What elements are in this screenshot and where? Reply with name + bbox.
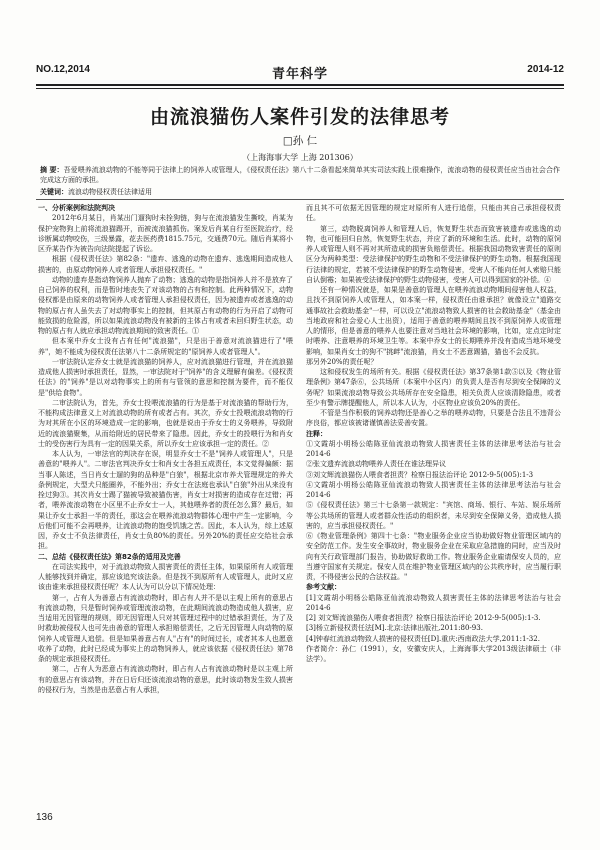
paragraph: 二审法院认为，首先，乔女士投喂流浪猫的行为是基于对流浪猫的帮助行为，不能构成法律意义上对流浪动物的所有或者占有。其次，乔女士投喂流浪动物的行为对其所在小区的环境造成一定的影响，也就是说由于乔女士的义务喂养，导致附近的流浪猫聚集，从而给附近的居民带来了隐患。因此，乔女士的投喂行为和肖女士的受伤害行为具有一定的因果关系，所以乔女士应该承担一定的责任。② — [38, 398, 293, 448]
note: ②张文遗弃流浪动物喂养人责任在谁法理异议 — [306, 460, 446, 469]
paragraph: 这和侵权发生的场所有关。根据《侵权责任法》第37条第1款⑤以及《物业管理条例》第47条⑥，公共场所（本案中小区内）的负责人是否有尽到安全保障的义务呢？如果流浪动物导致公共场所存在安全隐患，相关负责人应该清除隐患，或者至少有警示牌提醒他人，所以本人认为，小区物业应该负20%的责任。 — [306, 368, 561, 407]
note: [3]杨立新侵权责任法[M].北京:法律出版社,2011:80-93. — [306, 624, 483, 633]
abstract — [40, 165, 560, 185]
header-rule-thin — [36, 88, 564, 89]
paragraph: 第一，占有人为善意占有流浪动物时，即占有人并不是以主观上所有的意思占有流浪动物，只是暂时饲养或管理流浪动物，在此期间流浪动物造成他人损害，应当适用无因管理的规则，即无因管理人只对其管理过程中的过错承担责任，为了及时救助被侵权人也可先由善意的管理人承担赔偿责任，之后无因管理人向动物的原饲养人或管理人追偿。但是如果善意占有人"占有"的时间过长，或者其本人也愿意收养了动物，此时已经成为事实上的动物饲养人，就应该依据《侵权责任法》第78条的规定承担侵权责任。 — [38, 593, 293, 663]
note: [1]文霞胡小明杨公皓陈亚仙流浪动物致人损害责任主体的法律思考法治与社会2014-6 — [306, 593, 561, 612]
note: ③刘文辉流浪猫伤人喂食者担责？检察日报法治评论 2012-9-5(005):1-3 — [306, 470, 534, 479]
running-header — [36, 64, 564, 82]
subheading: 那另外20%的责任呢？ — [306, 357, 378, 366]
paragraph: 根据《侵权责任法》第82条："遗弃、逃逸的动物在遗弃、逃逸期间造成他人损害的，由原动物饲养人或者管理人承担侵权责任。" — [38, 255, 293, 274]
affiliation: （上海海事大学 上海 201306） — [242, 153, 358, 162]
abstract-text: 吾爱喂养流浪动物的不能等同于法律上的饲养人或管理人，《侵权责任法》第八十二条看起来简单其实司法实践上很难操作，流浪动物的侵权责任应当由社会合作完成这方面的承担。 — [40, 166, 561, 184]
paragraph: 动物的遗弃是指动物饲养人抛弃了动物；逃逸的动物是指饲养人并不是放弃了自己饲养的权利，而是暂时地丧失了对该动物的占有和控制。此两种情况下，动物侵权都是由原来的动物饲养人或者管理人承担侵权责任，因为被遗弃或者逃逸的动物的原占有人虽失去了对动物事实上的控制，但其原占有动物的行为开启了动物可能致损的危险源，所以如果流浪动物没有被新的主体占有或者未回归野生状态，动物的原占有人就应承担动物流浪期间的致害责任。① — [38, 275, 293, 335]
page-number: 136 — [36, 812, 53, 823]
notes-heading: 注释： — [306, 429, 327, 438]
article-title: 由流浪猫伤人案件引发的法律思考 — [149, 106, 450, 128]
paragraph: 在司法实践中，对于流浪动物致人损害责任的责任主体，如果原所有人或管理人能够找到并确定，那应该追究该法条。但是找不到原所有人或管理人，此时又应该由谁来承担侵权责任呢？本人认为可以分以下情况处理： — [38, 562, 293, 592]
abstract-divider — [36, 199, 564, 200]
right-column — [306, 203, 561, 664]
section-heading: 一、分析案例和法院判决 — [38, 204, 115, 212]
note: ⑤《侵权责任法》第三十七条第一款规定："宾馆、商场、银行、车站、娱乐场所等公共场所的管理人或者群众性活动的组织者，未尽到安全保障义务，造成他人损害的，应当承担侵权责任。" — [306, 501, 561, 530]
abstract-label: 摘 要： — [40, 166, 64, 174]
note: ①文霞胡小明杨公皓陈亚仙流浪动物致人损害责任主体的法律思考法治与社会2014-6 — [306, 439, 561, 458]
section-heading: 二、总结《侵权责任法》第82条的适用及完善 — [38, 552, 181, 561]
note: 作者简介：孙仁（1991），女，安徽安庆人，上海海事大学2013级法律硕士（非法学）。 — [306, 644, 561, 663]
issue-date: 2014-12 — [527, 64, 564, 75]
paragraph: 本人认为，一审法官的判决存在误，明显乔女士不是"饲养人或管理人"，只是善意的"喂养人"。二审法官判决乔女士和肖女士各担五成责任，本文觉得偏颇：据当事人陈述，当日肖女士遛的狗的品种是"白狼"，根据北京市养犬管理规定的养犬条例规定，大型犬只能圈养，不能外出；乔女士在法庭也承认"白狼"外出从来没有拴过狗③。其次肖女士踢了猫被导致被猫伤害，肖女士对损害的造成存在过错；再者，喂养流浪动物在小区里不止乔女士一人，其他喂养者的责任怎么算？最后，如果让乔女士承担一半的责任，那这会在喂养流浪动物群体心理中产生一定影响，今后他们可能不会再喂养，让流浪动物的饱受饥饿之苦。因此，本人认为，综上述原因，乔女士不负法律责任，肖女士负80%的责任。另外20%的责任应交给社会承担。 — [38, 450, 293, 551]
note: [2] 刘文辉流浪猫伤人喂食者担责？检察日报法治评论 2012-9-5(005):1-3. — [306, 614, 541, 622]
keywords — [40, 187, 560, 197]
paragraph: 2012年6月某日，肖某出门遛狗时未拴狗链，狗与在流浪猫发生撕咬，肖某为保护宠物狗上前将流浪猫踢开，而被流浪猫抓伤。案发后肖某自行至医院治疗，经诊断属动物咬伤，三级暴露，花去医药费1815.75元，交通费70元。随后肖某将小区乔某告作为被告向法院提起了诉讼。 — [38, 214, 293, 253]
paragraph: 第三，动物脱离饲养人和管理人后，恢复野生状态而致害被遗弃或逃逸的动物，也可能回归自然，恢复野生状态，并应了新的环境和生活。此时，动物的原饲养人或管理人则不再对其所造成的损害负赔偿责任。根据我国动物致害责任的原则区分为两种类型：受法律保护的野生动物和不受法律保护的野生动物。根据我国现行法律的规定，若被不受法律保护的野生动物侵害，受害人不能向任何人索赔只能自认倒霉；如果被受法律保护的野生动物侵害，受害人可以得到国家的补偿。④ — [306, 224, 561, 284]
paragraph: 不管是当作积极的饲养动物还是善心之举的喂养动物，只要是合法且不违背公序良俗，都应该被诸谨慎善法妥善安置。 — [306, 409, 561, 428]
note: ⑥《物业管理条例》第四十七条："物业服务企业应当协助做好物业管理区域内的安全防范工作。发生安全事故时，物业服务企业在采取应急措施的同时，应当及时向有关行政管理部门报告，协助做好救助工作。物业服务企业雇请保安人员的，应当遵守国家有关规定。保安人员在维护物业管理区域内的公共秩序时，应当履行职责，不得侵害公民的合法权益。" — [306, 532, 561, 581]
keywords-text: 流浪动物侵权责任法律适用 — [68, 188, 152, 196]
paragraph: 还有一种情况就是，如果是善意的管理人在喂养流浪动物期间侵害他人权益，且找不到原饲养人或管理人，如本案一样，侵权责任由谁承担？就像设立"道路交通事故社会救助基金"一样，可以设立"流浪动物致人损害的社会救助基金"（基金由当地政府和社会爱心人士出资），适用于善意的喂养期间且找不到原饲养人或管理人的情形，但是善意的喂养人也要注意对当地社会环境的影响，比如，定点定时定时喂养、注意喂养的环境卫生等。本案中乔女士的长期喂养并没有造成当地环境受影响，如果肖女士的狗不"挑衅"流浪猫，肖女士不恶意踢猫，猫也不会反抗。 — [306, 286, 561, 356]
journal-name: 青年科学 — [271, 66, 328, 81]
note: [4]钟春红流浪动物致人损害的侵权责任[D].重庆:西南政法大学,2011:1-32. — [306, 634, 540, 643]
paragraph: 而且其不可依据无因管理的规定对原所有人进行追偿，只能由其自己承担侵权责任。 — [306, 204, 561, 223]
issue-number: NO.12,2014 — [36, 64, 90, 75]
left-column — [38, 203, 293, 695]
notes-heading: 参考文献： — [306, 583, 341, 592]
keywords-label: 关键词： — [40, 188, 68, 196]
note: ④文霞胡小明杨公皓陈亚仙流浪动物致人损害责任主体的法律思考法治与社会2014-6 — [306, 480, 561, 499]
author: □孙 仁 — [282, 135, 318, 147]
paragraph: 第二，占有人为恶意占有流浪动物时，即占有人占有流浪动物时是以主观上所有的意思占有该动物，并在日后归还该流浪动物的意思，此时该动物发生致人损害的侵权行为，当然是由恶意占有人承担， — [38, 665, 293, 694]
header-rule-thick — [36, 84, 564, 86]
paragraph: 一审法院认定乔女士就是流浪猫的饲养人，应对流浪猫进行管理，并在流浪猫造成他人损害时承担责任，显然，一审法院对于"饲养"的含义理解有偏差。《侵权责任法》的"饲养"是以对动物事实上的所有与管领的意思和控制为要件，而不能仅是"供给食物"。 — [38, 357, 293, 397]
paragraph: 但本案中乔女士没有占有任何"流浪猫"，只是出于善意对流浪猫进行了"喂养"，她不能成为侵权责任法第八十二条所规定的"原饲养人或者管理人"。 — [38, 337, 293, 356]
